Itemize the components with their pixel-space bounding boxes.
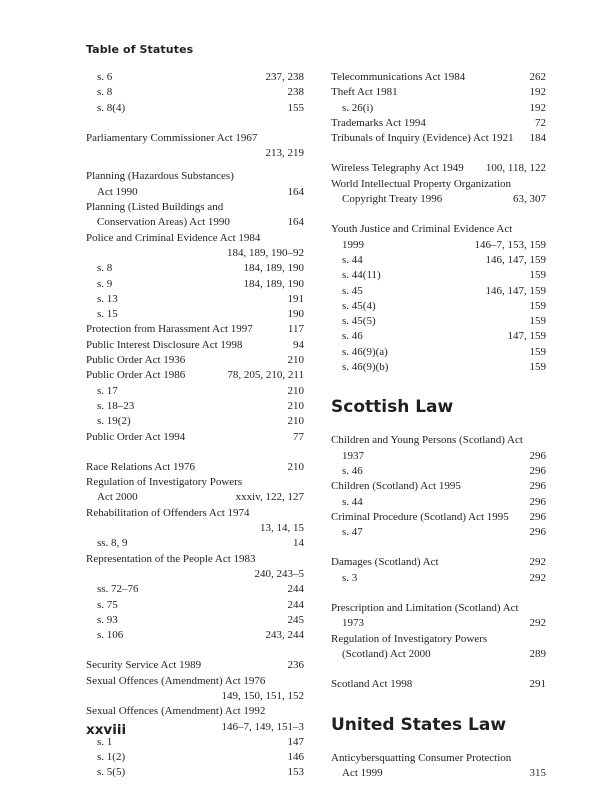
section-label: s. 45 <box>342 284 363 297</box>
page-references: 72 <box>535 116 546 129</box>
section-entry <box>331 268 546 283</box>
statute-title: Regulation of Investigatory Powers <box>331 632 488 645</box>
entry-spacer <box>86 445 304 460</box>
section-label: s. 8(4) <box>97 101 126 114</box>
statute-entry <box>86 368 304 383</box>
page-references: 153 <box>287 766 304 779</box>
section-label: s. 19(2) <box>97 415 131 428</box>
page-references: 164 <box>287 216 304 229</box>
statute-title: Rehabilitation of Offenders Act 1974 <box>86 506 250 519</box>
section-entry <box>86 277 304 292</box>
statute-title: Protection from Harassment Act 1997 <box>86 323 253 336</box>
section-entry <box>331 299 546 314</box>
page-references: 14 <box>293 537 304 550</box>
section-entry <box>86 750 304 765</box>
page-references: 315 <box>529 766 546 779</box>
statute-title: Security Service Act 1989 <box>86 659 202 672</box>
section-label: s. 1 <box>97 735 113 748</box>
statute-entry <box>86 460 304 475</box>
section-entry <box>331 495 546 510</box>
section-label: 1973 <box>342 617 364 630</box>
page-references: 184 <box>529 132 546 145</box>
page-references: 296 <box>529 480 546 493</box>
page-references: 78, 205, 210, 211 <box>227 369 304 382</box>
page-references: 159 <box>529 345 546 358</box>
section-entry <box>86 85 304 100</box>
statute-entry <box>86 338 304 353</box>
page-references: 292 <box>529 617 546 630</box>
section-label: s. 13 <box>97 292 118 305</box>
page-references: 94 <box>293 338 304 351</box>
page-references: 190 <box>287 308 304 321</box>
entry-spacer <box>331 146 546 161</box>
page-references: 296 <box>529 495 546 508</box>
page-references: 159 <box>529 299 546 312</box>
page-references: 236 <box>287 659 304 672</box>
entry-spacer <box>331 207 546 222</box>
page-references: 192 <box>529 86 546 99</box>
section-label: s. 46 <box>342 464 363 477</box>
entry-spacer <box>331 586 546 601</box>
statute-title: Children (Scotland) Act 1995 <box>331 480 461 493</box>
statute-title: Tribunals of Inquiry (Evidence) Act 1921 <box>331 132 514 145</box>
page-references: 240, 243–5 <box>254 567 304 580</box>
section-entry <box>86 384 304 399</box>
page-references: 244 <box>287 583 304 596</box>
page-references: 291 <box>529 678 546 691</box>
statute-entry <box>331 555 546 570</box>
statute-entry <box>331 85 546 100</box>
statute-entry <box>331 510 546 525</box>
section-entry <box>86 613 304 628</box>
section-entry <box>331 525 546 540</box>
section-label: s. 106 <box>97 629 124 642</box>
page-references: 210 <box>287 354 304 367</box>
page-references: 146, 147, 159 <box>485 284 546 297</box>
statute-entry <box>331 116 546 131</box>
page-references: 296 <box>529 526 546 539</box>
section-label: Act 2000 <box>97 491 138 504</box>
page-references: 245 <box>287 613 304 626</box>
page-references: 243, 244 <box>265 629 304 642</box>
section-label: Copyright Treaty 1996 <box>342 193 443 206</box>
section-label: s. 46(9)(a) <box>342 345 388 358</box>
section-label: s. 46 <box>342 330 363 343</box>
section-label: ss. 72–76 <box>97 583 139 596</box>
statute-title: Theft Act 1981 <box>331 86 398 99</box>
section-label: s. 8 <box>97 262 113 275</box>
section-entry <box>331 571 546 586</box>
section-entry <box>86 414 304 429</box>
page-references: 191 <box>287 292 304 305</box>
section-label: s. 44 <box>342 253 363 266</box>
page-references: 146–7, 149, 151–3 <box>221 720 304 733</box>
statute-title: Telecommunications Act 1984 <box>331 71 466 83</box>
section-label: s. 6 <box>97 71 113 83</box>
page-references: 213, 219 <box>265 147 304 160</box>
statute-title: Criminal Procedure (Scotland) Act 1995 <box>331 510 509 523</box>
page-references: 184, 189, 190–92 <box>227 246 304 259</box>
entry-spacer <box>331 662 546 677</box>
page-references: 147 <box>287 735 304 748</box>
section-label: 1937 <box>342 449 364 462</box>
page-references: 292 <box>529 556 546 569</box>
section-entry <box>331 449 546 464</box>
section-label: s. 8 <box>97 86 113 99</box>
section-label: s. 9 <box>97 277 113 290</box>
section-entry <box>86 628 304 643</box>
page-references: 100, 118, 122 <box>485 162 546 175</box>
page-references: 159 <box>529 361 546 374</box>
section-entry <box>86 215 304 230</box>
statute-entry <box>331 479 546 494</box>
statute-entry <box>331 70 546 85</box>
section-entry <box>331 464 546 479</box>
page-references: 237, 238 <box>265 71 304 83</box>
section-label: s. 17 <box>97 384 118 397</box>
section-label: s. 1(2) <box>97 751 126 764</box>
page-references: 192 <box>529 101 546 114</box>
page-references: 210 <box>287 415 304 428</box>
section-label: 1999 <box>342 238 364 251</box>
section-entry <box>331 284 546 299</box>
page-references: 244 <box>287 598 304 611</box>
section-entry <box>331 360 546 375</box>
statute-title: Wireless Telegraphy Act 1949 <box>331 162 464 175</box>
section-label: ss. 8, 9 <box>97 537 128 550</box>
section-entry <box>331 647 546 662</box>
statute-entry <box>331 161 546 176</box>
section-entry <box>331 101 546 116</box>
section-label: s. 44 <box>342 495 363 508</box>
statute-entry <box>86 353 304 368</box>
page-references: 210 <box>287 384 304 397</box>
statute-title: Scotland Act 1998 <box>331 678 413 691</box>
page-references: xxxiv, 122, 127 <box>235 491 304 504</box>
section-heading: United States Law <box>331 714 507 735</box>
page-references: 146 <box>287 751 304 764</box>
statute-entry <box>86 658 304 673</box>
section-entry <box>331 238 546 253</box>
page-references: 63, 307 <box>513 193 546 206</box>
section-label: s. 45(5) <box>342 315 376 328</box>
statute-entry <box>331 131 546 146</box>
section-entry <box>86 292 304 307</box>
statute-title: Youth Justice and Criminal Evidence Act <box>331 223 513 236</box>
page-references: 184, 189, 190 <box>243 277 304 290</box>
section-label: (Scotland) Act 2000 <box>342 647 431 660</box>
statute-title: Sexual Offences (Amendment) Act 1992 <box>86 705 266 718</box>
statute-title: Sexual Offences (Amendment) Act 1976 <box>86 674 266 687</box>
entry-spacer <box>86 643 304 658</box>
section-entry <box>86 261 304 276</box>
section-label: Conservation Areas) Act 1990 <box>97 216 230 229</box>
page-references: 262 <box>529 71 546 83</box>
statute-entry <box>86 430 304 445</box>
page-references: 184, 189, 190 <box>243 262 304 275</box>
section-entry <box>86 598 304 613</box>
section-label: s. 18–23 <box>97 399 135 412</box>
statute-title: World Intellectual Property Organization <box>331 177 512 190</box>
section-entry <box>86 101 304 116</box>
statute-title: Damages (Scotland) Act <box>331 556 439 569</box>
statute-title: Parliamentary Commissioner Act 1967 <box>86 131 258 144</box>
page-references: 296 <box>529 464 546 477</box>
statute-title: Public Order Act 1986 <box>86 369 186 382</box>
section-label: s. 46(9)(b) <box>342 361 389 374</box>
section-label: Act 1990 <box>97 185 138 198</box>
section-entry <box>86 536 304 551</box>
entry-spacer <box>86 161 304 169</box>
section-label: s. 45(4) <box>342 299 376 312</box>
page-number: xxviii <box>86 722 127 738</box>
section-label: Act 1999 <box>342 766 383 779</box>
statute-title: Public Order Act 1994 <box>86 430 186 443</box>
section-label: s. 5(5) <box>97 766 126 779</box>
right-column <box>331 70 546 781</box>
page-references: 296 <box>529 449 546 462</box>
section-label: s. 75 <box>97 598 118 611</box>
page-references: 296 <box>529 510 546 523</box>
section-entry <box>86 582 304 597</box>
statute-title: Planning (Hazardous Substances) <box>86 170 234 183</box>
section-entry <box>86 70 304 85</box>
section-entry <box>86 765 304 780</box>
statute-title: Anticybersquatting Consumer Protection <box>331 751 512 764</box>
page-references: 149, 150, 151, 152 <box>221 689 304 702</box>
page-references: 77 <box>293 430 304 443</box>
statute-entry <box>86 322 304 337</box>
statute-title: Prescription and Limitation (Scotland) Act <box>331 602 519 615</box>
section-label: s. 93 <box>97 613 118 626</box>
page-references: 289 <box>529 647 546 660</box>
statute-title: Trademarks Act 1994 <box>331 116 426 129</box>
section-entry <box>86 399 304 414</box>
page-references: 210 <box>287 460 304 473</box>
statute-title: Race Relations Act 1976 <box>86 460 196 473</box>
section-label: s. 3 <box>342 571 358 584</box>
page-references: 159 <box>529 315 546 328</box>
running-head: Table of Statutes <box>86 43 194 56</box>
section-label: s. 26(i) <box>342 101 374 114</box>
page-references: 146–7, 153, 159 <box>474 238 546 251</box>
page-references: 164 <box>287 185 304 198</box>
left-column <box>86 70 304 781</box>
statute-entry <box>331 677 546 692</box>
page-references: 292 <box>529 571 546 584</box>
entry-spacer <box>331 540 546 555</box>
entry-spacer <box>86 116 304 131</box>
section-entry <box>331 253 546 268</box>
section-entry <box>331 616 546 631</box>
page-references: 159 <box>529 269 546 282</box>
statute-title: Police and Criminal Evidence Act 1984 <box>86 231 261 244</box>
statute-title: Representation of the People Act 1983 <box>86 552 256 565</box>
section-entry <box>86 490 304 505</box>
page-references: 238 <box>287 86 304 99</box>
statute-title: Planning (Listed Buildings and <box>86 201 224 214</box>
page-references: 146, 147, 159 <box>485 253 546 266</box>
page-references: 147, 159 <box>507 330 546 343</box>
section-label: s. 47 <box>342 526 363 539</box>
page-references: 117 <box>287 323 304 336</box>
section-entry <box>331 345 546 360</box>
page-references: 210 <box>287 399 304 412</box>
section-label: s. 15 <box>97 308 118 321</box>
section-entry <box>331 766 546 781</box>
page-references: 13, 14, 15 <box>260 522 304 535</box>
section-entry <box>86 307 304 322</box>
page-references: 155 <box>287 101 304 114</box>
section-entry <box>86 185 304 200</box>
section-heading: Scottish Law <box>331 397 454 418</box>
section-entry <box>331 314 546 329</box>
section-label: s. 44(11) <box>342 269 381 282</box>
section-entry <box>331 329 546 344</box>
statute-title: Public Interest Disclosure Act 1998 <box>86 338 243 351</box>
statute-title: Children and Young Persons (Scotland) Act <box>331 434 523 447</box>
section-entry <box>331 192 546 207</box>
statute-title: Regulation of Investigatory Powers <box>86 476 243 489</box>
statute-title: Public Order Act 1936 <box>86 354 186 367</box>
